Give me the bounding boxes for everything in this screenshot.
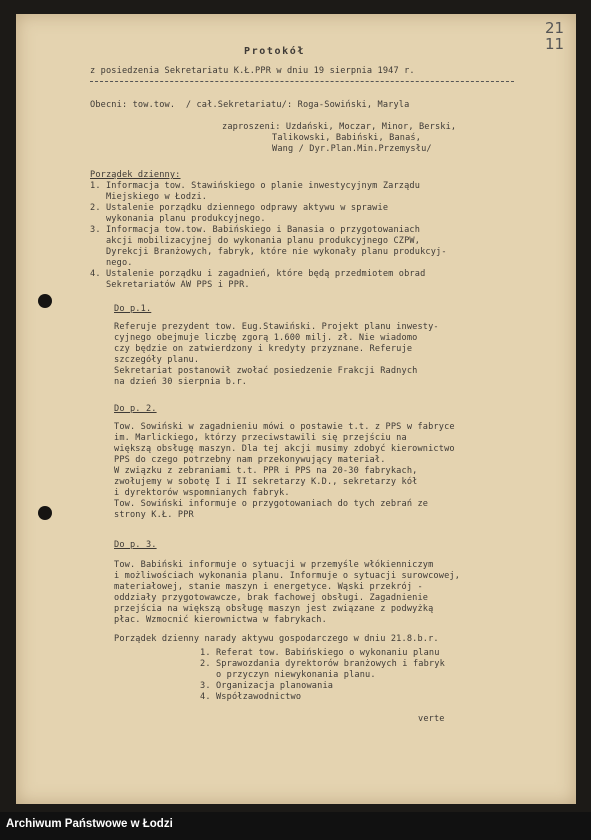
section-line: Sekretariat postanowił zwołać posiedzenie Frakcji Radnych [114, 366, 418, 376]
agenda-line: Sekretariatów AW PPS i PPR. [90, 280, 250, 290]
section-line: strony K.Ł. PPR [114, 510, 194, 520]
section-line: zwołujemy w sobotę I i II sekretarzy K.D., sekretarzy kół [114, 477, 418, 487]
section-line: większą obsługę maszyn. Dla tej akcji musimy zdobyć kierownictwo [114, 444, 455, 454]
section-line: i dyrektorów wspomnianych fabryk. [114, 488, 290, 498]
archive-footer-bar [0, 812, 591, 840]
meeting-agenda-item: o przyczyn niewykonania planu. [200, 670, 376, 680]
meeting-agenda-item: 4. Współzawodnictwo [200, 692, 302, 702]
meeting-agenda-header: Porządek dzienny narady aktywu gospodarczego w dniu 21.8.b.r. [114, 634, 439, 644]
invited-line: Wang / Dyr.Plan.Min.Przemysłu/ [272, 144, 432, 154]
meeting-agenda-item: 2. Sprawozdania dyrektorów branżowych i fabryk [200, 659, 445, 669]
section-heading: Do p. 3. [114, 540, 157, 550]
agenda-line: 2. Ustalenie porządku dziennego odprawy aktywu w sprawie [90, 203, 389, 213]
archive-pencil-number: 21 11 [545, 19, 565, 53]
invited-line: zaproszeni: Uzdański, Moczar, Minor, Berski, [222, 122, 457, 132]
section-line: Referuje prezydent tow. Eug.Stawiński. Projekt planu inwesty- [114, 322, 439, 332]
meeting-agenda-item: 3. Organizacja planowania [200, 681, 334, 691]
agenda-line: wykonania planu produkcyjnego. [90, 214, 266, 224]
meeting-agenda-item: 1. Referat tow. Babińskiego o wykonaniu planu [200, 648, 440, 658]
section-line: PPS do czego potrzebny nam przekonywujący materiał. [114, 455, 386, 465]
section-line: W związku z zebraniami t.t. PPR i PPS na 20-30 fabrykach, [114, 466, 418, 476]
section-line: Tow. Sowiński informuje o przygotowaniach do tych zebrań ze [114, 499, 429, 509]
section-line: na dzień 30 sierpnia b.r. [114, 377, 248, 387]
section-line: oddziały przygotowawcze, brak fachowej obsługi. Zagadnienie [114, 593, 429, 603]
agenda-header: Porządek dzienny: [90, 170, 181, 180]
section-line: cyjnego obejmuje liczbę zgorą 1.600 milj. zł. Nie wiadomo [114, 333, 418, 343]
agenda-line: akcji mobilizacyjnej do wykonania planu produkcyjnego CZPW, [90, 236, 421, 246]
section-line: szczegóły planu. [114, 355, 200, 365]
punch-hole [38, 506, 52, 520]
section-heading: Do p.1. [114, 304, 152, 314]
document-title: Protokół [244, 46, 305, 57]
section-line: przejścia na większą obsługę maszyn jest związane z podwyżką [114, 604, 434, 614]
section-line: Tow. Sowiński w zagadnieniu mówi o postawie t.t. z PPS w fabryce [114, 422, 455, 432]
agenda-line: Dyrekcji Branżowych, fabryk, które nie wykonały planu produkcyj- [90, 247, 447, 257]
page-turn-note: verte [418, 714, 445, 724]
document-subtitle: z posiedzenia Sekretariatu K.Ł.PPR w dniu 19 sierpnia 1947 r. [90, 66, 415, 76]
section-heading: Do p. 2. [114, 404, 157, 414]
agenda-line: 1. Informacja tow. Stawińskiego o planie inwestycyjnym Zarządu [90, 181, 421, 191]
punch-hole [38, 294, 52, 308]
invited-line: Talikowski, Babiński, Banaś, [272, 133, 422, 143]
agenda-line: nego. [90, 258, 133, 268]
separator-line [90, 81, 514, 82]
section-line: Tow. Babiński informuje o sytuacji w przemyśle włókienniczym [114, 560, 434, 570]
agenda-line: 3. Informacja tow.tow. Babińskiego i Banasia o przygotowaniach [90, 225, 421, 235]
section-line: czy będzie on zatwierdzony i kredyty przyznane. Referuje [114, 344, 413, 354]
agenda-line: 4. Ustalenie porządku i zagadnień, które będą przedmiotem obrad [90, 269, 426, 279]
agenda-line: Miejskiego w Łodzi. [90, 192, 208, 202]
section-line: materiałowej, stanie maszyn i energetyce. Wąski przekrój - [114, 582, 423, 592]
section-line: płac. Wzmocnić kierownictwa w fabrykach. [114, 615, 327, 625]
present-line: Obecni: tow.tow. / cał.Sekretariatu/: Roga-Sowiński, Maryla [90, 100, 410, 110]
section-line: i możliwościach wykonania planu. Informuje o sytuacji surowcowej, [114, 571, 461, 581]
section-line: im. Marlickiego, którzy przeciwstawili się przejściu na [114, 433, 407, 443]
archive-name: Archiwum Państwowe w Łodzi [6, 818, 173, 830]
